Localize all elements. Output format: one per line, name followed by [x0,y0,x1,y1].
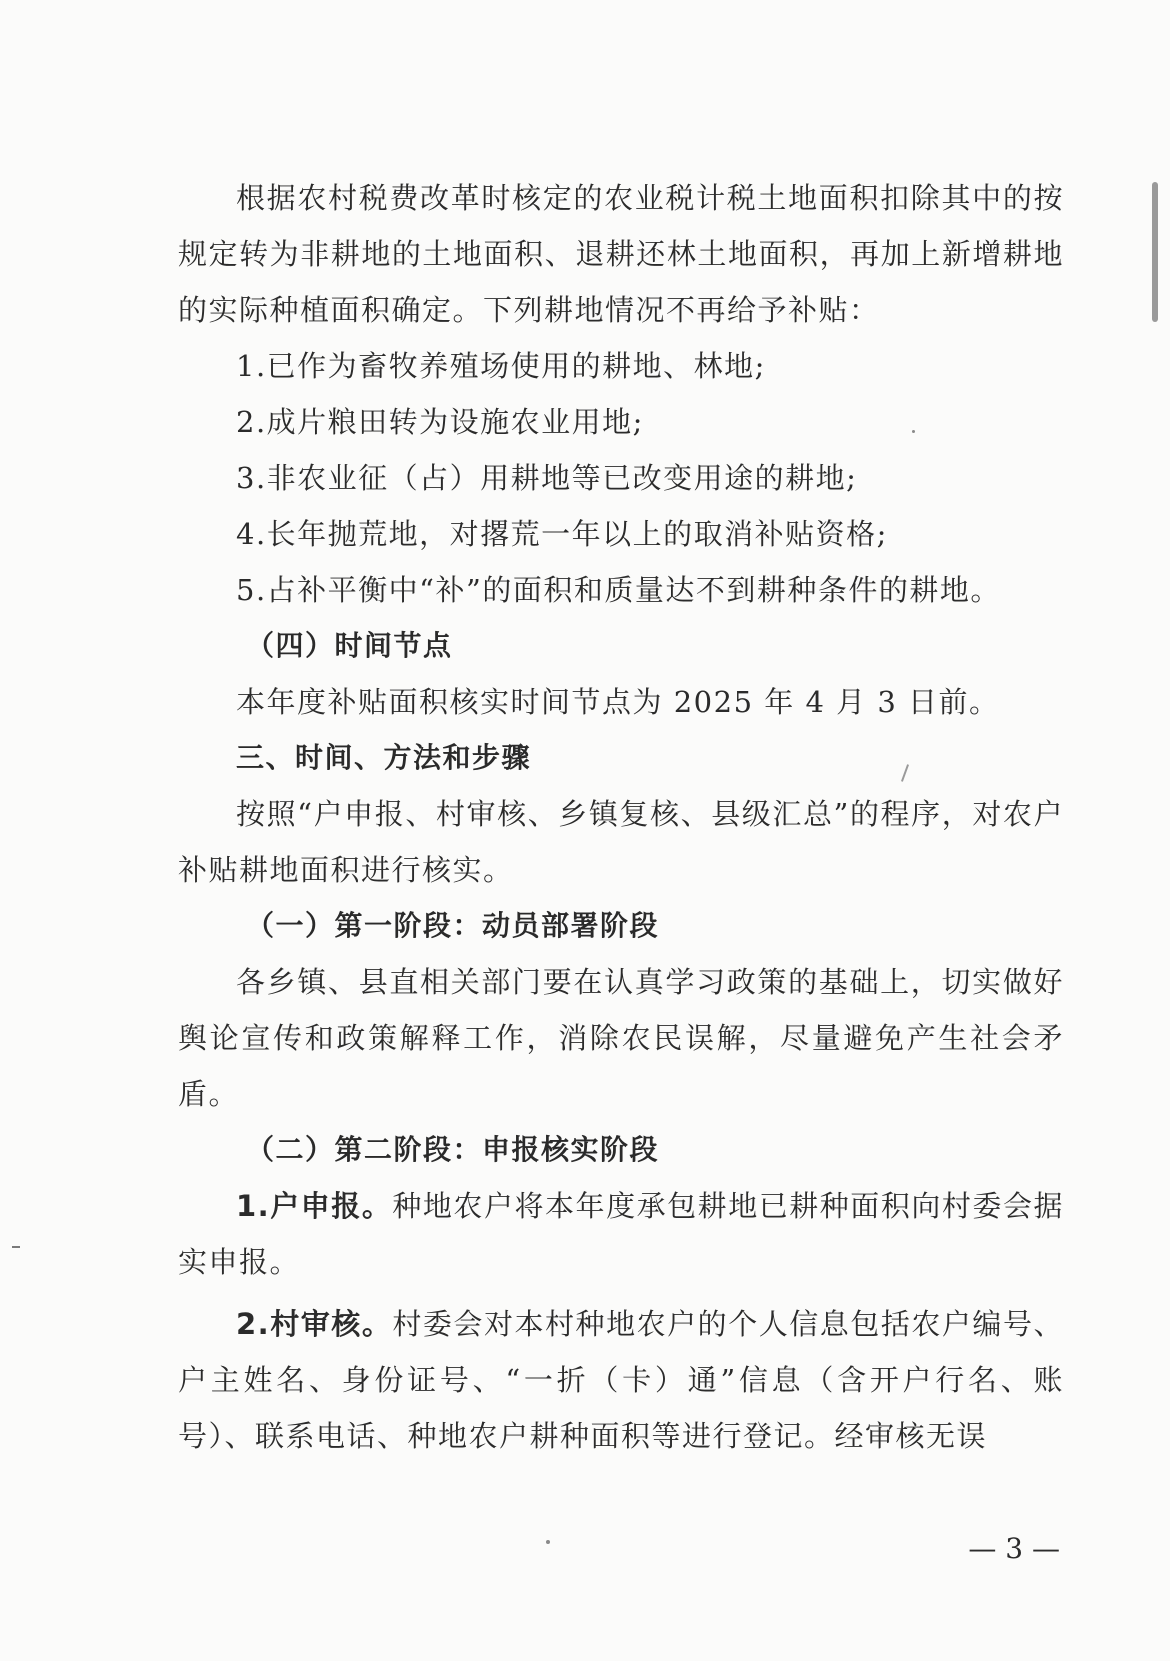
paragraph-area-definition: 根据农村税费改革时核定的农业税计税土地面积扣除其中的按规定转为非耕地的土地面积、退耕还林土地面积，再加上新增耕地的实际种植面积确定。下列耕地情况不再给予补贴： [178,181,1064,327]
scrollbar-thumb[interactable] [1152,182,1158,322]
paragraph-household-report [178,1178,1064,1290]
document-body [178,170,1064,1464]
paragraph-procedure: 按照“户申报、村审核、乡镇复核、县级汇总”的程序，对农户补贴耕地面积进行核实。 [178,797,1064,887]
list-item: 3.非农业征（占）用耕地等已改变用途的耕地; [236,461,858,495]
scan-edge-mark [12,1246,20,1248]
item-text-household-report: 种地农户将本年度承包耕地已耕种面积向村委会据实申报。 [178,1189,1064,1279]
paragraph-village-review [178,1296,1064,1464]
heading-section-three: 三、时间、方法和步骤 [236,741,532,774]
item-lead-village-review: 2.村审核。 [236,1307,393,1341]
item-lead-household-report: 1.户申报。 [236,1189,393,1223]
scan-speck [546,1540,550,1544]
paragraph-time-node: 本年度补贴面积核实时间节点为 2025 年 4 月 3 日前。 [236,685,1000,719]
page-number: — 3 — [968,1532,1060,1565]
list-item: 5.占补平衡中“补”的面积和质量达不到耕种条件的耕地。 [236,573,1001,607]
scan-speck [912,430,915,433]
heading-time-node: （四）时间节点 [246,629,453,662]
list-item: 2.成片粮田转为设施农业用地; [236,405,644,439]
heading-stage-two: （二）第二阶段：申报核实阶段 [246,1133,660,1166]
heading-stage-one: （一）第一阶段：动员部署阶段 [246,909,660,942]
item-text-village-review: 村委会对本村种地农户的个人信息包括农户编号、户主姓名、身份证号、“一折（卡）通”信息（含开户行名、账号）、联系电话、种地农户耕种面积等进行登记。经审核无误 [178,1307,1064,1453]
list-item: 1.已作为畜牧养殖场使用的耕地、林地; [236,349,766,383]
list-item: 4.长年抛荒地，对撂荒一年以上的取消补贴资格; [236,517,888,551]
paragraph-stage-one: 各乡镇、县直相关部门要在认真学习政策的基础上，切实做好舆论宣传和政策解释工作，消除农民误解，尽量避免产生社会矛盾。 [178,965,1064,1111]
